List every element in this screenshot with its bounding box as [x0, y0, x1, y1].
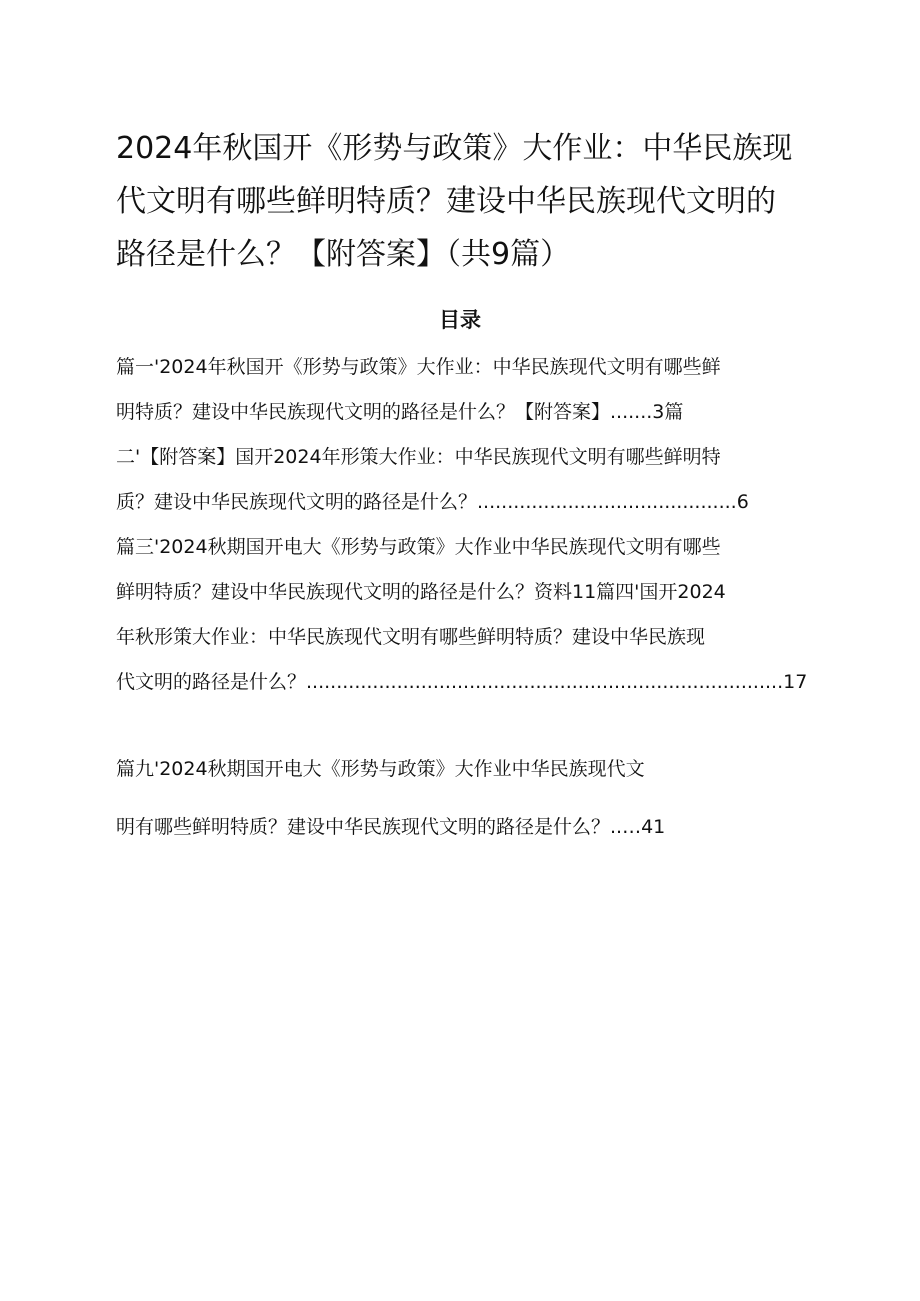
title-line: 路径是什么？【附答案】（共9篇）: [116, 237, 571, 272]
table-of-contents: [116, 345, 838, 705]
title-line: 2024年秋国开《形势与政策》大作业：中华民族现: [116, 131, 793, 166]
title-line: 代文明有哪些鲜明特质？建设中华民族现代文明的: [116, 184, 776, 219]
toc-line[interactable]: 代文明的路径是什么？...............................................................................17: [116, 671, 808, 693]
toc-line[interactable]: 鲜明特质？建设中华民族现代文明的路径是什么？资料11篇四'国开2024: [116, 581, 726, 603]
toc-line[interactable]: 篇一'2024年秋国开《形势与政策》大作业：中华民族现代文明有哪些鲜: [116, 356, 721, 378]
toc-line[interactable]: 年秋形策大作业：中华民族现代文明有哪些鲜明特质？建设中华民族现: [116, 626, 706, 648]
toc-line[interactable]: 明有哪些鲜明特质？建设中华民族现代文明的路径是什么？..…41: [116, 816, 666, 838]
toc-heading: 目录: [439, 308, 481, 332]
toc-line[interactable]: 质？建设中华民族现代文明的路径是什么？...........................................6: [116, 491, 749, 513]
toc-line[interactable]: 二'【附答案】国开2024年形策大作业：中华民族现代文明有哪些鲜明特: [116, 446, 721, 468]
toc-line[interactable]: 篇九'2024秋期国开电大《形势与政策》大作业中华民族现代文: [116, 758, 645, 780]
toc-line[interactable]: 篇三'2024秋期国开电大《形势与政策》大作业中华民族现代文明有哪些: [116, 536, 721, 558]
table-of-contents-continued: [116, 740, 838, 856]
toc-line[interactable]: 明特质？建设中华民族现代文明的路径是什么？【附答案】.......3篇: [116, 401, 684, 423]
document-title: [116, 122, 836, 281]
